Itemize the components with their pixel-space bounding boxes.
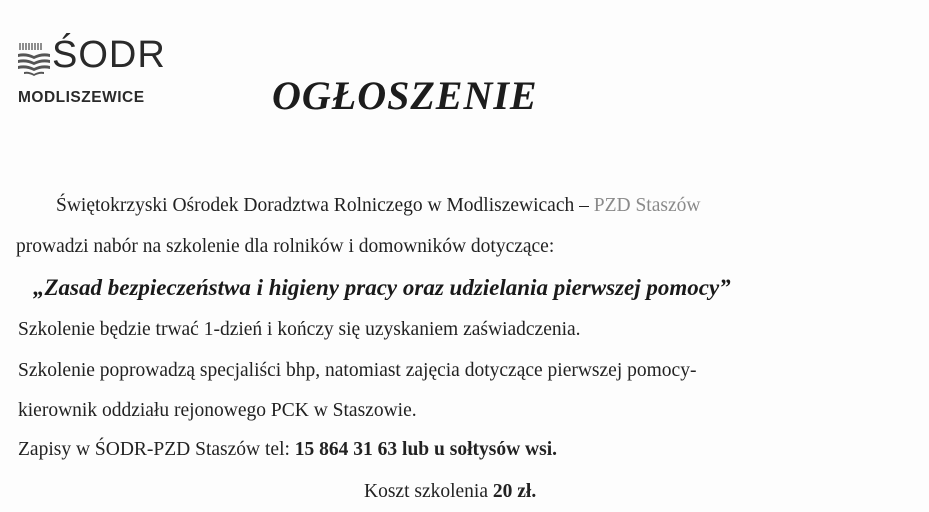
body-line-6: kierownik oddziału rejonowego PCK w Staszowie.	[18, 400, 417, 421]
wheat-icon	[16, 40, 52, 80]
logo-brand: ŚODR	[52, 34, 166, 76]
body-line-2: prowadzi nabór na szkolenie dla rolników i domowników dotyczące:	[16, 236, 555, 257]
body-line-4: Szkolenie będzie trwać 1-dzień i kończy się uzyskaniem zaświadczenia.	[18, 319, 581, 340]
cost-prefix: Koszt szkolenia	[364, 481, 493, 502]
sodr-logo	[16, 34, 186, 114]
registration-line	[18, 440, 557, 460]
registration-phone: 15 864 31 63 lub u sołtysów wsi.	[294, 439, 557, 460]
registration-prefix: Zapisy w ŚODR-PZD Staszów tel:	[18, 439, 295, 460]
cost-amount: 20 zł.	[492, 481, 537, 502]
logo-subtitle: MODLISZEWICE	[18, 89, 145, 106]
cost-line	[364, 482, 536, 502]
body-line-1-end: PZD Staszów	[588, 195, 701, 216]
training-title: „Zasad bezpieczeństwa i higieny pracy oraz udzielania pierwszej pomocy”	[33, 275, 731, 300]
body-line-5: Szkolenie poprowadzą specjaliści bhp, natomiast zajęcia dotyczące pierwszej pomocy-	[18, 360, 697, 381]
body-line-1-text: Świętokrzyski Ośrodek Doradztwa Rolniczego w Modliszewicach –	[56, 195, 589, 216]
announcement-heading: OGŁOSZENIE	[272, 73, 538, 118]
body-line-1	[56, 196, 700, 216]
